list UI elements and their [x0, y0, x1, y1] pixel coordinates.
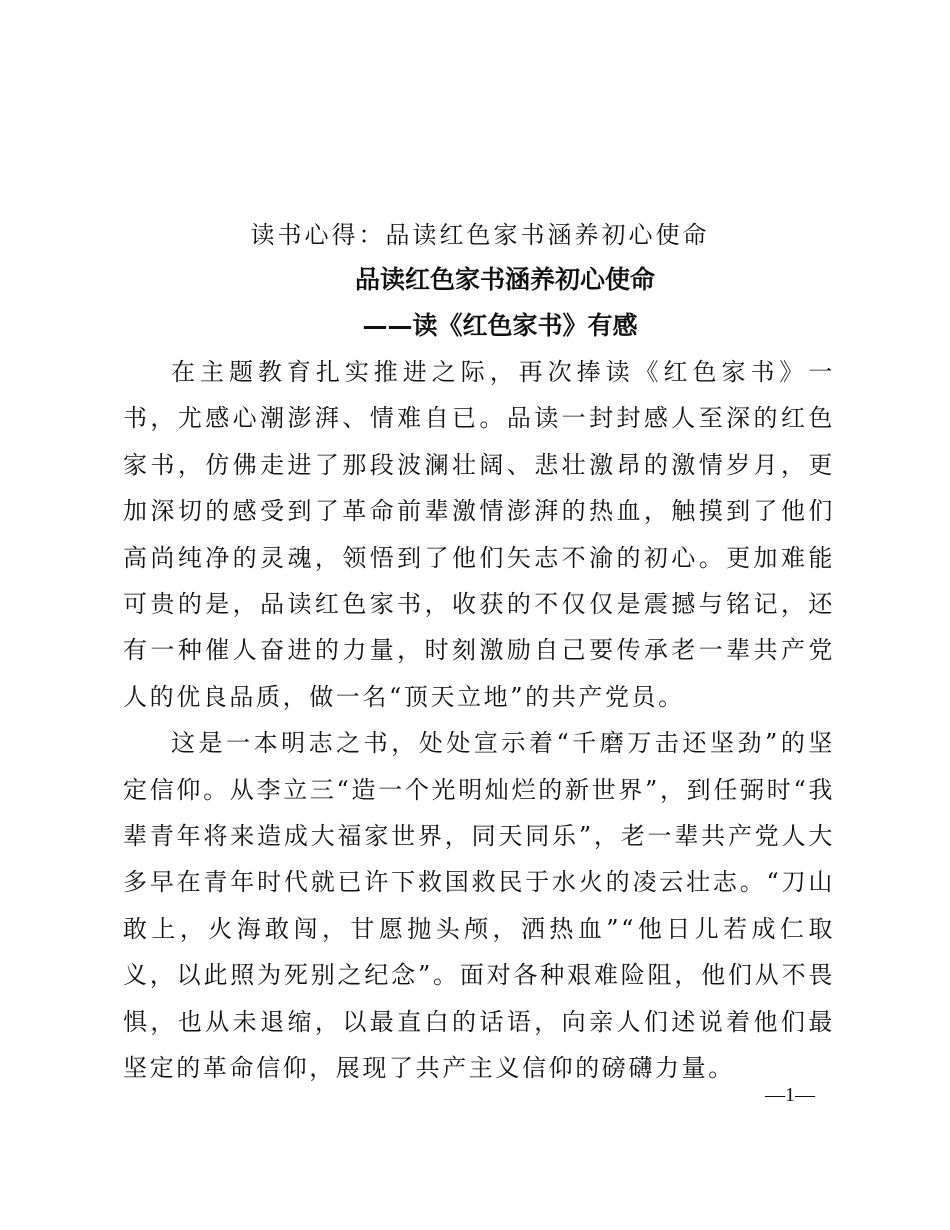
document-body — [123, 349, 835, 1092]
page-number: —1— — [765, 1084, 815, 1106]
document-header: 读书心得：品读红色家书涵养初心使命 — [250, 221, 710, 249]
paragraph-2: 这是一本明志之书，处处宣示着“千磨万击还坚劲”的坚定信仰。从李立三“造一个光明灿烂的新世界”，到任弼时“我辈青年将来造成大福家世界，同天同乐”，老一辈共产党人大多早在青年时代就已许下救国救民于水火的凌云壮志。“刀山敢上，火海敢闯，甘愿抛头颅，洒热血”“他日儿若成仁取义，以此照为死别之纪念”。面对各种艰难险阻，他们从不畏惧，也从未退缩，以最直白的话语，向亲人们述说着他们最坚定的革命信仰，展现了共产主义信仰的磅礴力量。 — [123, 729, 835, 1083]
paragraph-1: 在主题教育扎实推进之际，再次捧读《红色家书》一书，尤感心潮澎湃、情难自已。品读一封封感人至深的红色家书，仿佛走进了那段波澜壮阔、悲壮激昂的激情岁月，更加深切的感受到了革命前辈激情澎湃的热血，触摸到了他们高尚纯净的灵魂，领悟到了他们矢志不渝的初心。更加难能可贵的是，品读红色家书，收获的不仅仅是震撼与铭记，还有一种催人奋进的力量，时刻激励自己要传承老一辈共产党人的优良品质，做一名“顶天立地”的共产党员。 — [123, 358, 835, 711]
document-subtitle: ——读《红色家书》有感 — [362, 311, 638, 340]
document-title: 品读红色家书涵养初心使命 — [354, 265, 655, 294]
